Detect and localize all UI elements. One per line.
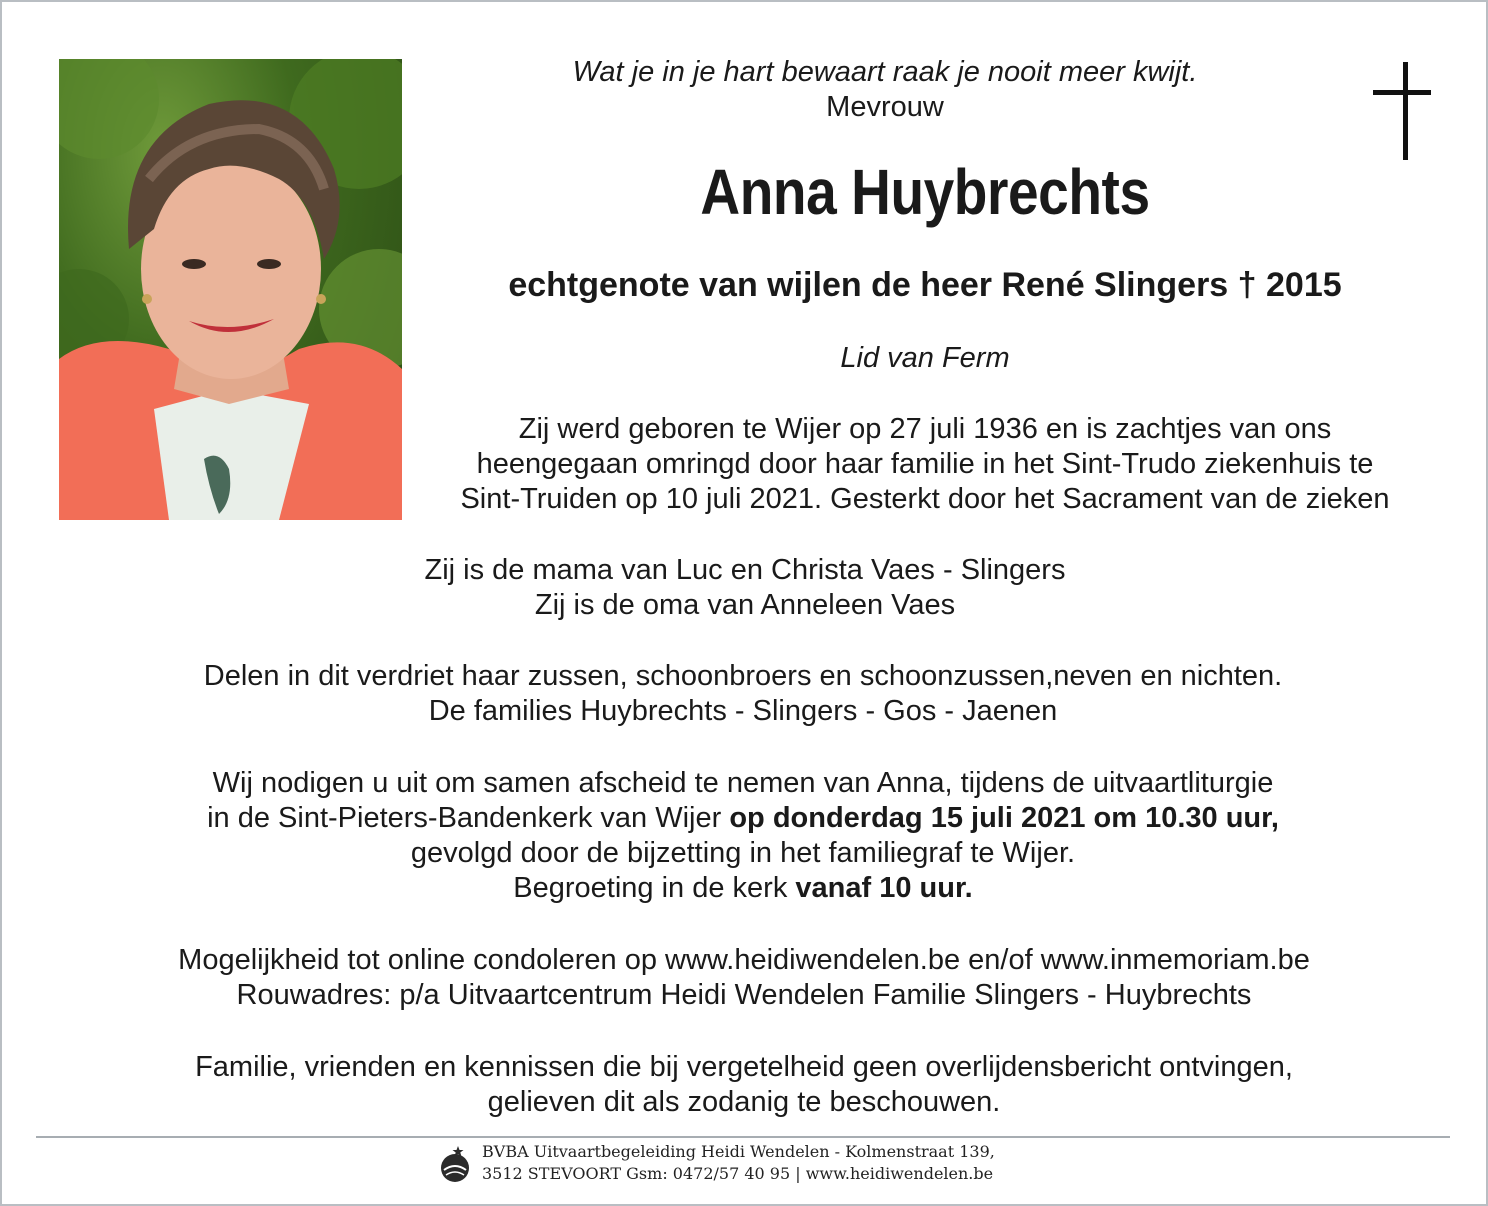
condolence-line: Mogelijkheid tot online condoleren op www.heidiwendelen.be en/of www.inmemoriam.be <box>178 944 1310 976</box>
grief-line: De families Huybrechts - Slingers - Gos - Jaenen <box>428 695 1058 727</box>
motto: Wat je in je hart bewaart raak je nooit meer kwijt. <box>572 56 1198 88</box>
footer-line: 3512 STEVOORT Gsm: 0472/57 40 95 | www.heidiwendelen.be <box>482 1164 994 1183</box>
funeral-paragraph <box>100 766 1386 906</box>
funeral-location: in de Sint-Pieters-Bandenkerk van Wijer <box>207 802 730 834</box>
funeral-line: Wij nodigen u uit om samen afscheid te nemen van Anna, tijdens de uitvaartliturgie <box>212 767 1274 799</box>
funeral-line: gevolgd door de bijzetting in het familiegraf te Wijer. <box>410 837 1076 869</box>
spouse-line: echtgenote van wijlen de heer René Slingers † 2015 <box>508 266 1342 304</box>
birth-line: Sint-Truiden op 10 juli 2021. Gesterkt door het Sacrament van de zieken <box>460 483 1390 515</box>
notice-line: Familie, vrienden en kennissen die bij vergetelheid geen overlijdensbericht ontvingen, <box>195 1051 1293 1083</box>
deceased-name: Anna Huybrechts <box>700 156 1150 228</box>
address-line: Rouwadres: p/a Uitvaartcentrum Heidi Wendelen Familie Slingers - Huybrechts <box>236 979 1252 1011</box>
birth-paragraph <box>400 412 1450 517</box>
funeral-datetime: op donderdag 15 juli 2021 om 10.30 uur, <box>729 802 1279 834</box>
portrait-photo <box>59 59 402 520</box>
funeral-home-logo-icon <box>438 1144 472 1184</box>
birth-line: heengegaan omringd door haar familie in het Sint-Trudo ziekenhuis te <box>476 448 1374 480</box>
membership: Lid van Ferm <box>840 342 1010 374</box>
footer-text <box>482 1141 995 1185</box>
funeral-line <box>100 801 1386 836</box>
footer-line: BVBA Uitvaartbegeleiding Heidi Wendelen - Kolmenstraat 139, <box>482 1142 995 1161</box>
children-paragraph <box>300 553 1190 623</box>
greeting-time: vanaf 10 uur. <box>795 872 973 904</box>
birth-line: Zij werd geboren te Wijer op 27 juli 1936 en is zachtjes van ons <box>518 413 1332 445</box>
grief-paragraph <box>100 659 1386 729</box>
children-line: Zij is de mama van Luc en Christa Vaes - Slingers <box>424 554 1066 586</box>
greeting-text: Begroeting in de kerk <box>513 872 796 904</box>
grief-line: Delen in dit verdriet haar zussen, schoonbroers en schoonzussen,neven en nichten. <box>203 660 1283 692</box>
footer-divider <box>36 1136 1450 1138</box>
condolence-paragraph <box>80 943 1408 1013</box>
notice-paragraph <box>80 1050 1408 1120</box>
salutation: Mevrouw <box>826 91 944 123</box>
notice-line: gelieven dit als zodanig te beschouwen. <box>487 1086 1001 1118</box>
funeral-line <box>100 871 1386 906</box>
cross-icon <box>1373 62 1431 160</box>
children-line: Zij is de oma van Anneleen Vaes <box>534 589 956 621</box>
